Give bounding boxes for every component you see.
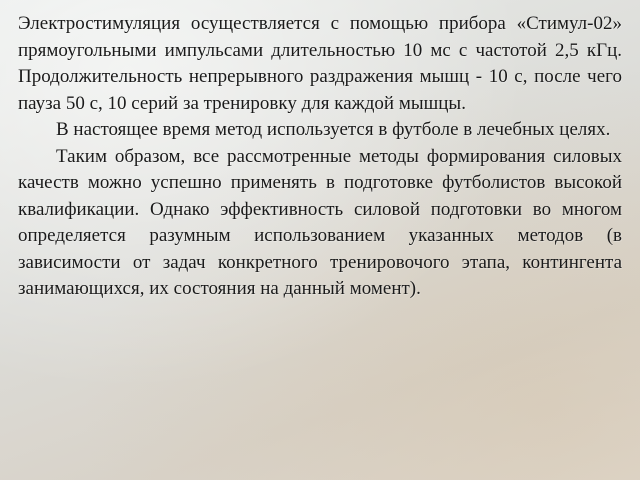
paragraph-electrostimulation: Электростимуляция осуществляется с помощью прибора «Стимул-02» прямоугольными импульсами длительностью 10 мс с частотой 2,5 кГц. Продолжительность непрерывного раздражения мышц - 10 с, после чего пауза 50 с, 10 серий за тренировку для каждой мышцы. — [18, 13, 622, 114]
paragraph-conclusion: Таким образом, все рассмотренные методы формирования силовых качеств можно успешно применять в подготовке футболистов высокой квалификации. Однако эффективность силовой подготовки во многом определяется разумным использованием указанных методов (в зависимости от задач конкретного тренировочого этапа, контингента занимающихся, их состояния на данный момент). — [18, 145, 622, 299]
paragraph-current-use: В настоящее время метод используется в футболе в лечебных целях. — [56, 119, 611, 140]
document-body — [18, 11, 622, 471]
